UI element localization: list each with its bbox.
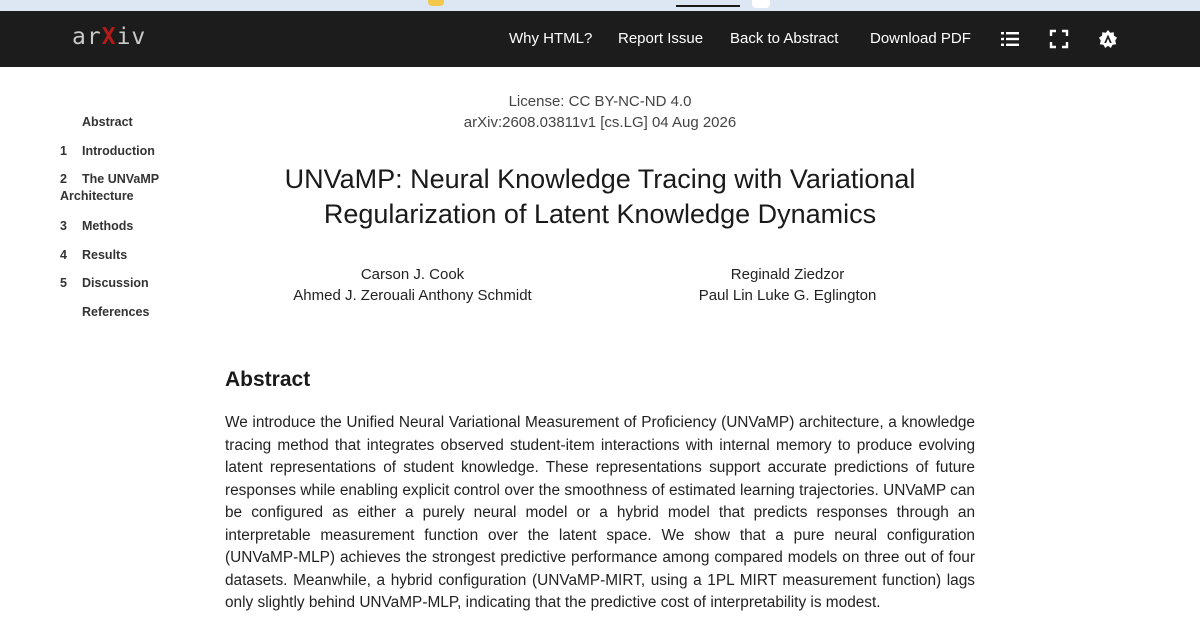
author-name: Carson J. Cook [360,266,465,283]
browser-tab-fragment [752,0,770,8]
author-name: Ahmed J. Zerouali Anthony Schmidt [293,287,532,304]
toc-number: 1 [60,144,67,158]
list-icon[interactable] [1000,29,1020,49]
logo-x: X [101,24,117,50]
toc-number: 4 [60,248,67,262]
top-navigation-bar [0,11,1200,67]
title-line: UNVaMP: Neural Knowledge Tracing with Variational [284,164,916,194]
title-line: Regularization of Latent Knowledge Dynamics [323,199,877,229]
logo-text-left: ar [72,24,102,50]
author-name: Reginald Ziedzor [730,266,845,283]
author-block-left [290,264,535,306]
toc-label: References [82,305,150,319]
toc-item-architecture[interactable] [60,171,200,205]
browser-tab-underline [676,5,740,7]
arxiv-identifier: arXiv:2608.03811v1 [cs.LG] 04 Aug 2026 [463,114,737,131]
author-block-right [690,264,885,306]
why-html-link[interactable]: Why HTML? [509,30,593,47]
license-text: License: CC BY-NC-ND 4.0 [508,93,692,110]
toc-label: Abstract [82,115,133,129]
browser-tab-fragment [428,0,444,6]
paper-metadata [225,91,975,133]
toc-item-methods[interactable] [60,218,200,235]
download-pdf-link[interactable]: Download PDF [870,30,971,47]
logo-text-right: iv [116,24,147,50]
abstract-heading: Abstract [225,368,311,391]
toc-label: Methods [82,219,134,233]
toc-number: 3 [60,219,67,233]
back-to-abstract-link[interactable]: Back to Abstract [730,30,839,47]
toc-item-results[interactable] [60,247,200,264]
arxiv-logo[interactable] [72,24,146,50]
toc-label: Discussion [82,276,149,290]
toc-item-references[interactable] [60,304,200,321]
abstract-text: We introduce the Unified Neural Variational Measurement of Proficiency (UNVaMP) architecture, a knowledge tracing method that integrates observed student-item interactions with internal memory to produce evolving latent representations of student knowledge. These representations support accurate predictions of future responses while enabling explicit control over the smoothness of estimated learning trajectories. UNVaMP can be configured as either a purely neural model or a hybrid model that predicts responses through an interpretable measurement function over the latent space. We show that a pure neural configuration (UNVaMP-MLP) achieves the strongest predictive performance among compared models on three out of four datasets. Meanwhile, a hybrid configuration (UNVaMP-MIRT, using a 1PL MIRT measurement function) lags only slightly behind UNVaMP-MLP, indicating that the predictive cost of interpretability is modest. [225,414,975,611]
toc-label: The UNVaMP Architecture [60,172,159,203]
toc-item-abstract[interactable] [60,114,200,131]
toc-number: 2 [60,172,67,186]
fullscreen-icon[interactable] [1049,29,1069,49]
settings-icon[interactable] [1098,29,1118,49]
report-issue-link[interactable]: Report Issue [618,30,704,47]
toc-label: Introduction [82,144,155,158]
toc-label: Results [82,248,128,262]
author-name: Paul Lin Luke G. Eglington [698,287,877,304]
toc-item-introduction[interactable] [60,143,200,160]
paper-title [225,162,975,232]
browser-chrome-strip [0,0,1200,11]
toc-item-discussion[interactable] [60,275,200,292]
toc-number: 5 [60,276,67,290]
